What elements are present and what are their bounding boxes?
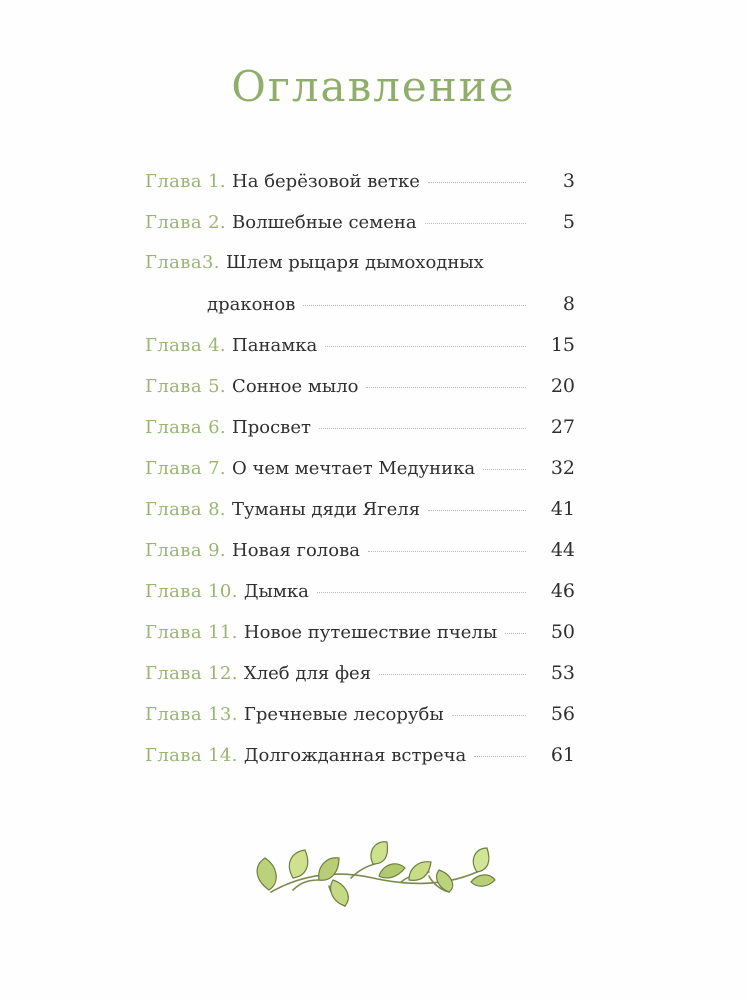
toc-entry-title: Новое путешествие пчелы [243, 622, 498, 643]
toc-entry-title: Новая голова [232, 540, 360, 561]
toc-entry-chapter: Глава 10. [145, 581, 238, 602]
toc-entry-chapter: Глава 5. [145, 376, 227, 397]
toc-entry-page-number: 3 [562, 170, 575, 192]
toc-entry-page-number: 44 [550, 539, 575, 561]
toc-entry-page-number: 5 [562, 211, 575, 233]
toc-entry[interactable] [145, 744, 575, 785]
toc-entry-leader [319, 427, 526, 429]
toc-entry-page-number: 61 [550, 744, 575, 766]
toc-entry-leader [474, 755, 526, 757]
toc-entry-leader [428, 181, 526, 183]
toc-entry-leader [366, 386, 526, 388]
toc-entry-page-number: 56 [550, 703, 575, 725]
toc-entry-title: Сонное мыло [232, 376, 359, 397]
toc-entry[interactable] [145, 211, 575, 252]
toc-entry-leader [452, 714, 526, 716]
toc-entry-leader [492, 263, 526, 264]
toc-entry-title: Шлем рыцаря дымоходных [225, 252, 484, 273]
page-title: Оглавление [231, 62, 516, 111]
toc-entry-title: драконов [207, 294, 296, 315]
toc-entry-leader [379, 673, 526, 675]
toc-entry-chapter: Глава 12. [145, 663, 238, 684]
toc-entry-title: Дымка [243, 581, 309, 602]
toc-entry-page-number: 27 [550, 416, 575, 438]
toc-entry[interactable] [145, 662, 575, 703]
toc-entry[interactable] [145, 293, 575, 334]
toc-entry-page-number: 20 [550, 375, 575, 397]
toc-entry-page-number: 41 [550, 498, 575, 520]
toc-entry-page-number: 15 [550, 334, 575, 356]
toc-entry[interactable] [145, 539, 575, 580]
toc-entry-title: На берёзовой ветке [232, 171, 420, 192]
toc-entry-title: Хлеб для фея [243, 663, 372, 684]
toc-entry-leader [428, 509, 526, 511]
toc-entry-title: Туманы дяди Ягеля [232, 499, 421, 520]
toc-entry-title: Просвет [232, 417, 311, 438]
toc-entry-chapter: Глава 2. [145, 212, 227, 233]
toc-entry-chapter: Глава 1. [145, 171, 227, 192]
toc-entry[interactable] [145, 252, 575, 293]
toc-entry-chapter: Глава 7. [145, 458, 227, 479]
table-of-contents [145, 170, 575, 785]
toc-entry-title: Долгожданная встреча [243, 745, 467, 766]
toc-entry[interactable] [145, 170, 575, 211]
toc-entry[interactable] [145, 703, 575, 744]
toc-entry-chapter: Глава 13. [145, 704, 238, 725]
toc-entry-chapter: Глава 4. [145, 335, 227, 356]
toc-entry[interactable] [145, 334, 575, 375]
leafy-vine-ornament [233, 830, 513, 930]
toc-entry[interactable] [145, 580, 575, 621]
toc-entry-page-number: 50 [550, 621, 575, 643]
toc-entry-chapter: Глава 14. [145, 745, 238, 766]
toc-entry[interactable] [145, 621, 575, 662]
toc-entry-chapter: Глава 6. [145, 417, 227, 438]
toc-entry-chapter: Глава 11. [145, 622, 238, 643]
toc-entry[interactable] [145, 416, 575, 457]
toc-entry-chapter: Глава3. [145, 252, 220, 273]
toc-entry-title: Волшебные семена [232, 212, 417, 233]
toc-entry-leader [325, 345, 526, 347]
toc-entry-page-number: 8 [562, 293, 575, 315]
toc-entry-title: Панамка [232, 335, 318, 356]
toc-entry[interactable] [145, 498, 575, 539]
toc-entry-leader [317, 591, 526, 593]
toc-entry[interactable] [145, 457, 575, 498]
toc-entry-page-number: 46 [550, 580, 575, 602]
toc-entry-page-number: 32 [550, 457, 575, 479]
toc-entry[interactable] [145, 375, 575, 416]
toc-entry-chapter: Глава 9. [145, 540, 227, 561]
toc-entry-leader [303, 304, 526, 306]
toc-entry-page-number: 53 [550, 662, 575, 684]
toc-entry-leader [505, 632, 526, 634]
toc-entry-title: Гречневые лесорубы [243, 704, 444, 725]
toc-entry-chapter: Глава 8. [145, 499, 227, 520]
toc-entry-leader [425, 222, 526, 224]
toc-entry-leader [483, 468, 526, 470]
toc-entry-leader [368, 550, 526, 552]
toc-entry-title: О чем мечтает Медуника [232, 458, 476, 479]
